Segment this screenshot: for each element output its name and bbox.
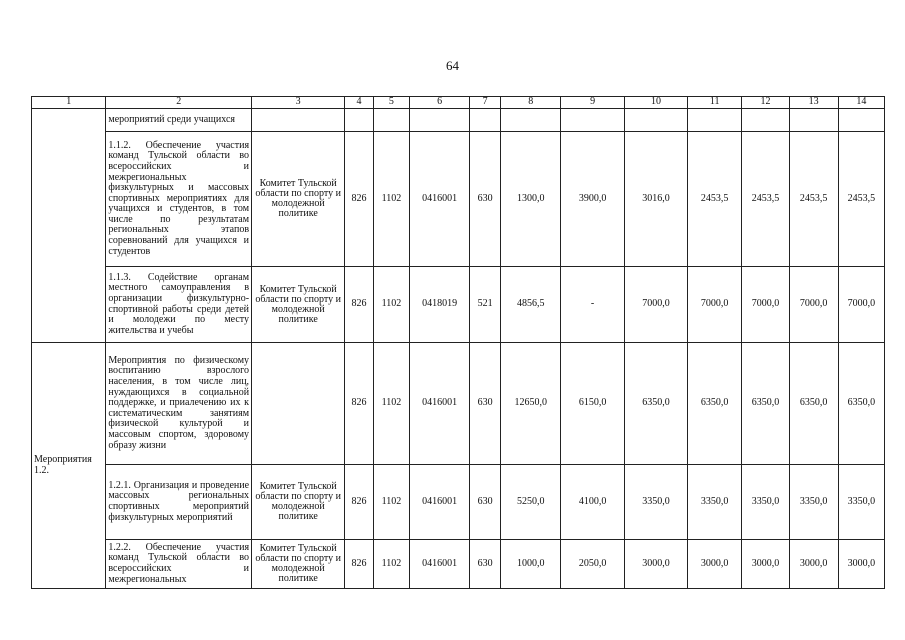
group-cell xyxy=(32,109,106,343)
value-cell: 3000,0 xyxy=(687,540,741,589)
value-cell xyxy=(687,109,741,132)
group-cell: Мероприятия 1.2. xyxy=(32,343,106,589)
value-cell: 1102 xyxy=(373,343,410,465)
value-cell: 3000,0 xyxy=(742,540,789,589)
value-cell: 3350,0 xyxy=(789,465,838,540)
column-header: 3 xyxy=(252,97,345,109)
table-row xyxy=(32,267,885,343)
value-cell: 0416001 xyxy=(410,465,470,540)
column-header: 9 xyxy=(561,97,625,109)
value-cell: 630 xyxy=(469,465,500,540)
value-cell: 630 xyxy=(469,343,500,465)
value-cell: 4856,5 xyxy=(501,267,561,343)
column-header: 8 xyxy=(501,97,561,109)
value-cell: 12650,0 xyxy=(501,343,561,465)
measure-description: 1.1.2. Обеспечение участия команд Тульской области во всероссийских и межрегиональных физкультурных и массовых спортивных мероприятиях для учащихся и студентов, в том числе по результатам региональных этапов соревнований для учащихся и студентов xyxy=(106,132,252,267)
executor-cell xyxy=(252,343,345,465)
value-cell: 4100,0 xyxy=(561,465,625,540)
value-cell: 0416001 xyxy=(410,343,470,465)
value-cell: 826 xyxy=(345,132,373,267)
value-cell: 3350,0 xyxy=(838,465,884,540)
measure-description: 1.2.2. Обеспечение участия команд Тульской области во всероссийских и межрегиональных xyxy=(106,540,252,589)
value-cell xyxy=(742,109,789,132)
value-cell: 521 xyxy=(469,267,500,343)
value-cell xyxy=(625,109,688,132)
value-cell: - xyxy=(561,267,625,343)
value-cell: 1102 xyxy=(373,267,410,343)
value-cell: 7000,0 xyxy=(687,267,741,343)
value-cell: 6350,0 xyxy=(625,343,688,465)
value-cell xyxy=(501,109,561,132)
value-cell: 7000,0 xyxy=(625,267,688,343)
value-cell: 826 xyxy=(345,343,373,465)
value-cell xyxy=(410,109,470,132)
value-cell: 1102 xyxy=(373,465,410,540)
column-header: 12 xyxy=(742,97,789,109)
table-row xyxy=(32,465,885,540)
value-cell: 826 xyxy=(345,267,373,343)
table-row xyxy=(32,109,885,132)
column-header: 2 xyxy=(106,97,252,109)
value-cell: 0416001 xyxy=(410,540,470,589)
measure-description: 1.2.1. Организация и проведение массовых региональных спортивных мероприятий физкультурных мероприятий xyxy=(106,465,252,540)
value-cell: 2453,5 xyxy=(838,132,884,267)
value-cell: 3350,0 xyxy=(687,465,741,540)
column-header: 14 xyxy=(838,97,884,109)
value-cell xyxy=(789,109,838,132)
value-cell xyxy=(469,109,500,132)
value-cell: 6350,0 xyxy=(838,343,884,465)
value-cell: 7000,0 xyxy=(742,267,789,343)
value-cell: 826 xyxy=(345,540,373,589)
value-cell xyxy=(561,109,625,132)
table-header-row xyxy=(32,97,885,109)
value-cell: 3350,0 xyxy=(742,465,789,540)
value-cell: 7000,0 xyxy=(789,267,838,343)
executor-cell: Комитет Тульской области по спорту и молодежной политике xyxy=(252,267,345,343)
value-cell: 6350,0 xyxy=(687,343,741,465)
column-header: 7 xyxy=(469,97,500,109)
value-cell: 826 xyxy=(345,465,373,540)
executor-cell xyxy=(252,109,345,132)
value-cell: 3900,0 xyxy=(561,132,625,267)
value-cell xyxy=(345,109,373,132)
value-cell: 2453,5 xyxy=(789,132,838,267)
value-cell: 2453,5 xyxy=(742,132,789,267)
measure-description: Мероприятия по физическому воспитанию взрослого населения, в том числе лиц, нуждающихся в социальной поддержке, и приалечению их к систематическим занятиям физической культурой и массовым спортом, здоровому образу жизни xyxy=(106,343,252,465)
table-row xyxy=(32,540,885,589)
measure-description: 1.1.3. Содействие органам местного самоуправления в организации физкультурно-спортивной работы среди детей и молодежи по месту жительства и учебы xyxy=(106,267,252,343)
value-cell: 630 xyxy=(469,132,500,267)
value-cell: 2050,0 xyxy=(561,540,625,589)
value-cell: 2453,5 xyxy=(687,132,741,267)
executor-cell: Комитет Тульской области по спорту и молодежной политике xyxy=(252,465,345,540)
value-cell: 6350,0 xyxy=(789,343,838,465)
value-cell: 1102 xyxy=(373,540,410,589)
executor-cell: Комитет Тульской области по спорту и молодежной политике xyxy=(252,540,345,589)
value-cell: 1102 xyxy=(373,132,410,267)
value-cell xyxy=(373,109,410,132)
budget-table xyxy=(31,96,885,589)
executor-cell: Комитет Тульской области по спорту и молодежной политике xyxy=(252,132,345,267)
measure-description: мероприятий среди учащихся xyxy=(106,109,252,132)
value-cell: 3350,0 xyxy=(625,465,688,540)
value-cell: 3000,0 xyxy=(838,540,884,589)
column-header: 11 xyxy=(687,97,741,109)
value-cell: 3000,0 xyxy=(789,540,838,589)
value-cell xyxy=(838,109,884,132)
table-row xyxy=(32,132,885,267)
table-row xyxy=(32,343,885,465)
value-cell: 0416001 xyxy=(410,132,470,267)
column-header: 5 xyxy=(373,97,410,109)
value-cell: 6150,0 xyxy=(561,343,625,465)
column-header: 13 xyxy=(789,97,838,109)
value-cell: 7000,0 xyxy=(838,267,884,343)
column-header: 4 xyxy=(345,97,373,109)
value-cell: 3016,0 xyxy=(625,132,688,267)
page-number: 64 xyxy=(446,58,459,73)
value-cell: 3000,0 xyxy=(625,540,688,589)
column-header: 1 xyxy=(32,97,106,109)
value-cell: 6350,0 xyxy=(742,343,789,465)
value-cell: 1300,0 xyxy=(501,132,561,267)
column-header: 10 xyxy=(625,97,688,109)
value-cell: 1000,0 xyxy=(501,540,561,589)
column-header: 6 xyxy=(410,97,470,109)
value-cell: 630 xyxy=(469,540,500,589)
value-cell: 0418019 xyxy=(410,267,470,343)
value-cell: 5250,0 xyxy=(501,465,561,540)
